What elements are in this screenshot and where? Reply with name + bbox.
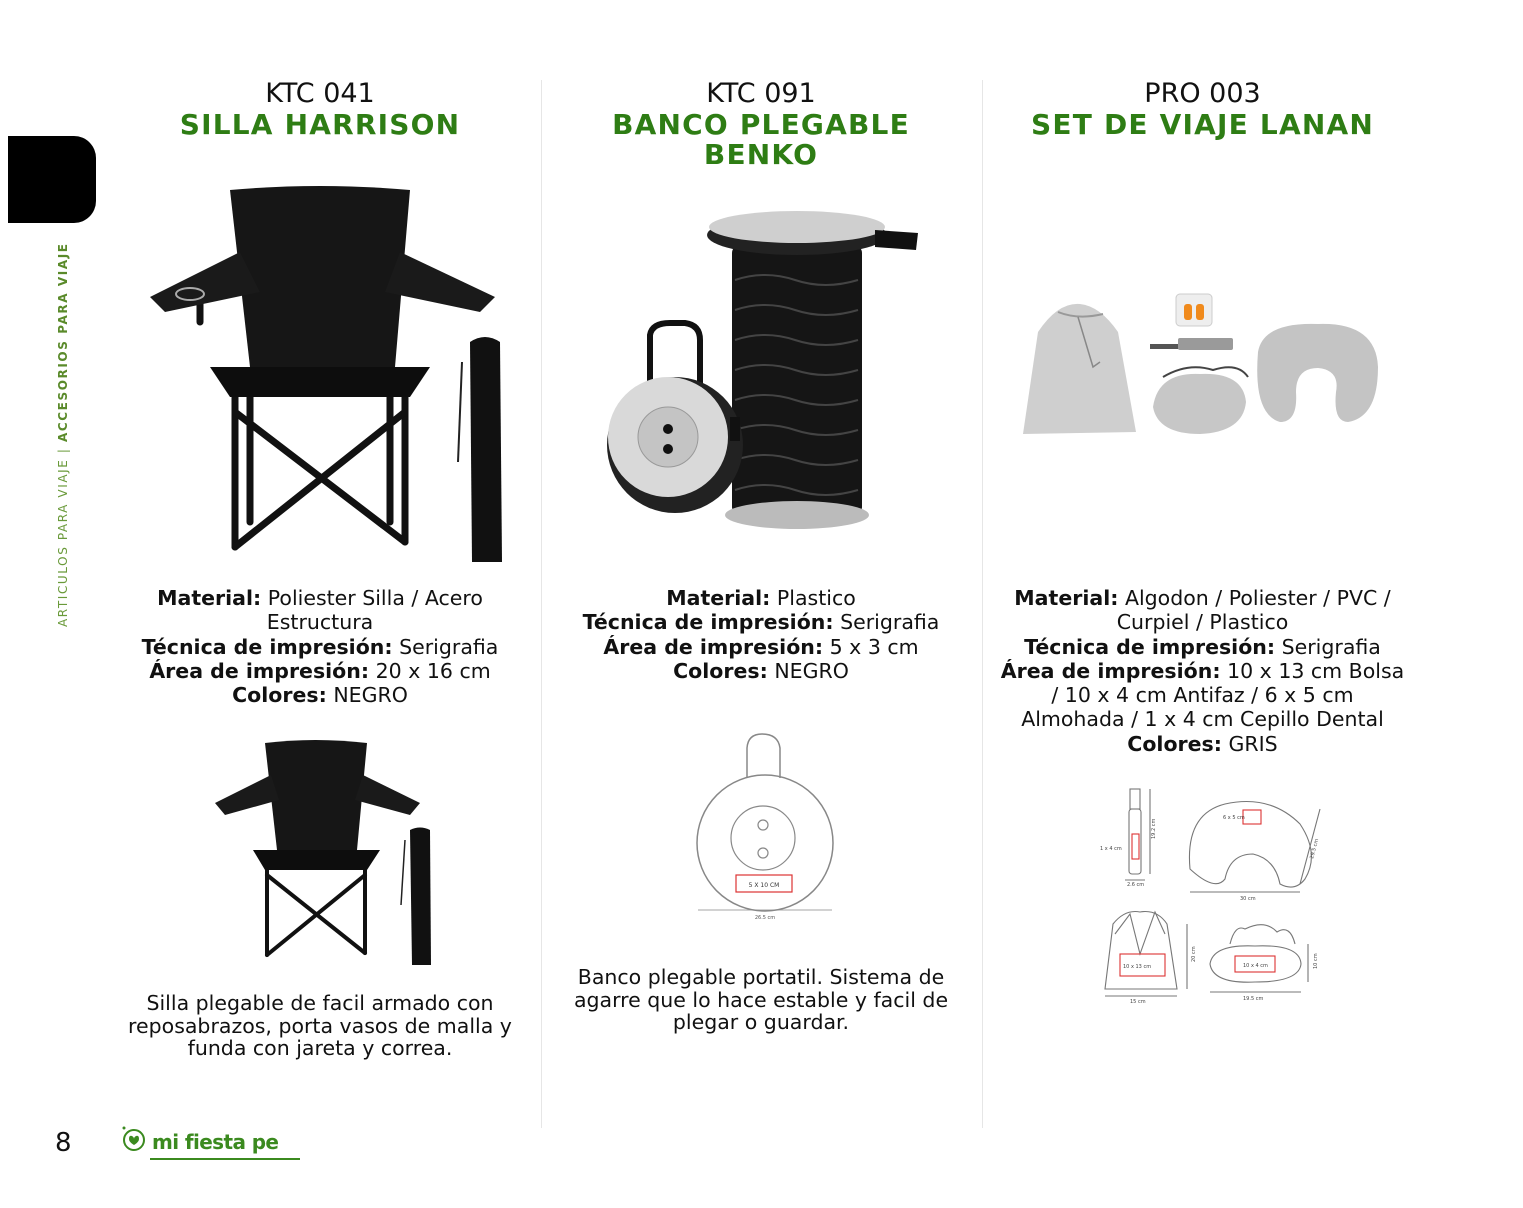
diagram-print-label: 5 X 10 CM xyxy=(748,882,780,889)
material-line: Material: Poliester Silla / Acero Estructura xyxy=(157,586,483,635)
pillow-h-label: 29.5 cm xyxy=(1309,838,1321,860)
bag-w-label: 15 cm xyxy=(1130,999,1146,1005)
product-header-1 xyxy=(120,78,520,142)
chair-photo-small xyxy=(205,735,445,970)
product-header-2 xyxy=(560,78,962,171)
pillow-area-label: 6 x 5 cm xyxy=(1223,815,1245,821)
mask-h-label: 10 cm xyxy=(1313,953,1319,969)
logo-text: mi fiesta pe xyxy=(152,1130,279,1154)
column-divider xyxy=(982,80,983,1128)
product-name: SET DE VIAJE LANAN xyxy=(1031,108,1374,141)
chair-photo xyxy=(140,182,510,567)
product-description-2: Banco plegable portatil. Sistema de agarre que lo hace estable y facil de plegar o guardar. xyxy=(573,965,949,1034)
tecnica-line: Técnica de impresión: Serigrafia xyxy=(582,610,940,635)
product-specs-2 xyxy=(560,586,962,683)
brush-h-label: 19.2 cm xyxy=(1151,818,1157,839)
area-line: Área de impresión: 10 x 13 cm Bolsa / 10 x 4 cm Antifaz / 6 x 5 cm Almohada / 1 x 4 cm Cepillo Dental xyxy=(1000,658,1405,732)
product-name: SILLA HARRISON xyxy=(179,108,461,141)
colores-line: Colores: NEGRO xyxy=(232,683,408,708)
product-header-3 xyxy=(1000,78,1405,142)
bag-area-label: 10 x 13 cm xyxy=(1123,964,1152,970)
brush-w-label: 2.6 cm xyxy=(1127,882,1145,888)
category-label xyxy=(56,242,70,627)
material-line: Material: Plastico xyxy=(666,586,856,610)
bag-h-label: 20 cm xyxy=(1191,946,1197,962)
category-prefix: ARTICULOS PARA VIAJE | xyxy=(56,442,70,627)
product-code: KTC 041 xyxy=(265,78,375,109)
travel-set-photo xyxy=(1018,292,1383,442)
travel-set-print-diagram xyxy=(1095,784,1330,1006)
tecnica-line: Técnica de impresión: Serigrafia xyxy=(141,634,499,659)
diagram-dim-label: 26.5 cm xyxy=(754,915,776,921)
product-specs-3 xyxy=(1000,586,1405,756)
brand-logo xyxy=(120,1124,300,1166)
product-description-1: Silla plegable de facil armado con reposabrazos, porta vasos de malla y funda con jareta y correa. xyxy=(128,991,512,1060)
page-number: 8 xyxy=(55,1128,72,1158)
mask-area-label: 10 x 4 cm xyxy=(1243,963,1268,969)
area-line: Área de impresión: 20 x 16 cm xyxy=(149,658,491,683)
area-line: Área de impresión: 5 x 3 cm xyxy=(603,634,919,659)
mask-w-label: 19.5 cm xyxy=(1243,996,1264,1002)
brush-area-label: 1 x 4 cm xyxy=(1100,846,1122,852)
product-name: BANCO PLEGABLE BENKO xyxy=(612,108,910,171)
material-line: Material: Algodon / Poliester / PVC / Curpiel / Plastico xyxy=(1014,586,1391,635)
tecnica-line: Técnica de impresión: Serigrafia xyxy=(1024,634,1381,659)
colores-line: Colores: GRIS xyxy=(1127,731,1278,756)
product-specs-1 xyxy=(120,586,520,707)
colores-line: Colores: NEGRO xyxy=(673,658,849,683)
column-divider xyxy=(541,80,542,1128)
category-bold: ACCESORIOS PARA VIAJE xyxy=(56,242,70,443)
pillow-w-label: 30 cm xyxy=(1240,896,1256,902)
product-code: KTC 091 xyxy=(706,78,816,109)
stool-print-diagram xyxy=(690,728,840,924)
logo-underline xyxy=(150,1158,300,1160)
stool-photo xyxy=(600,205,930,540)
product-code: PRO 003 xyxy=(1144,78,1261,109)
section-tab xyxy=(8,136,96,223)
